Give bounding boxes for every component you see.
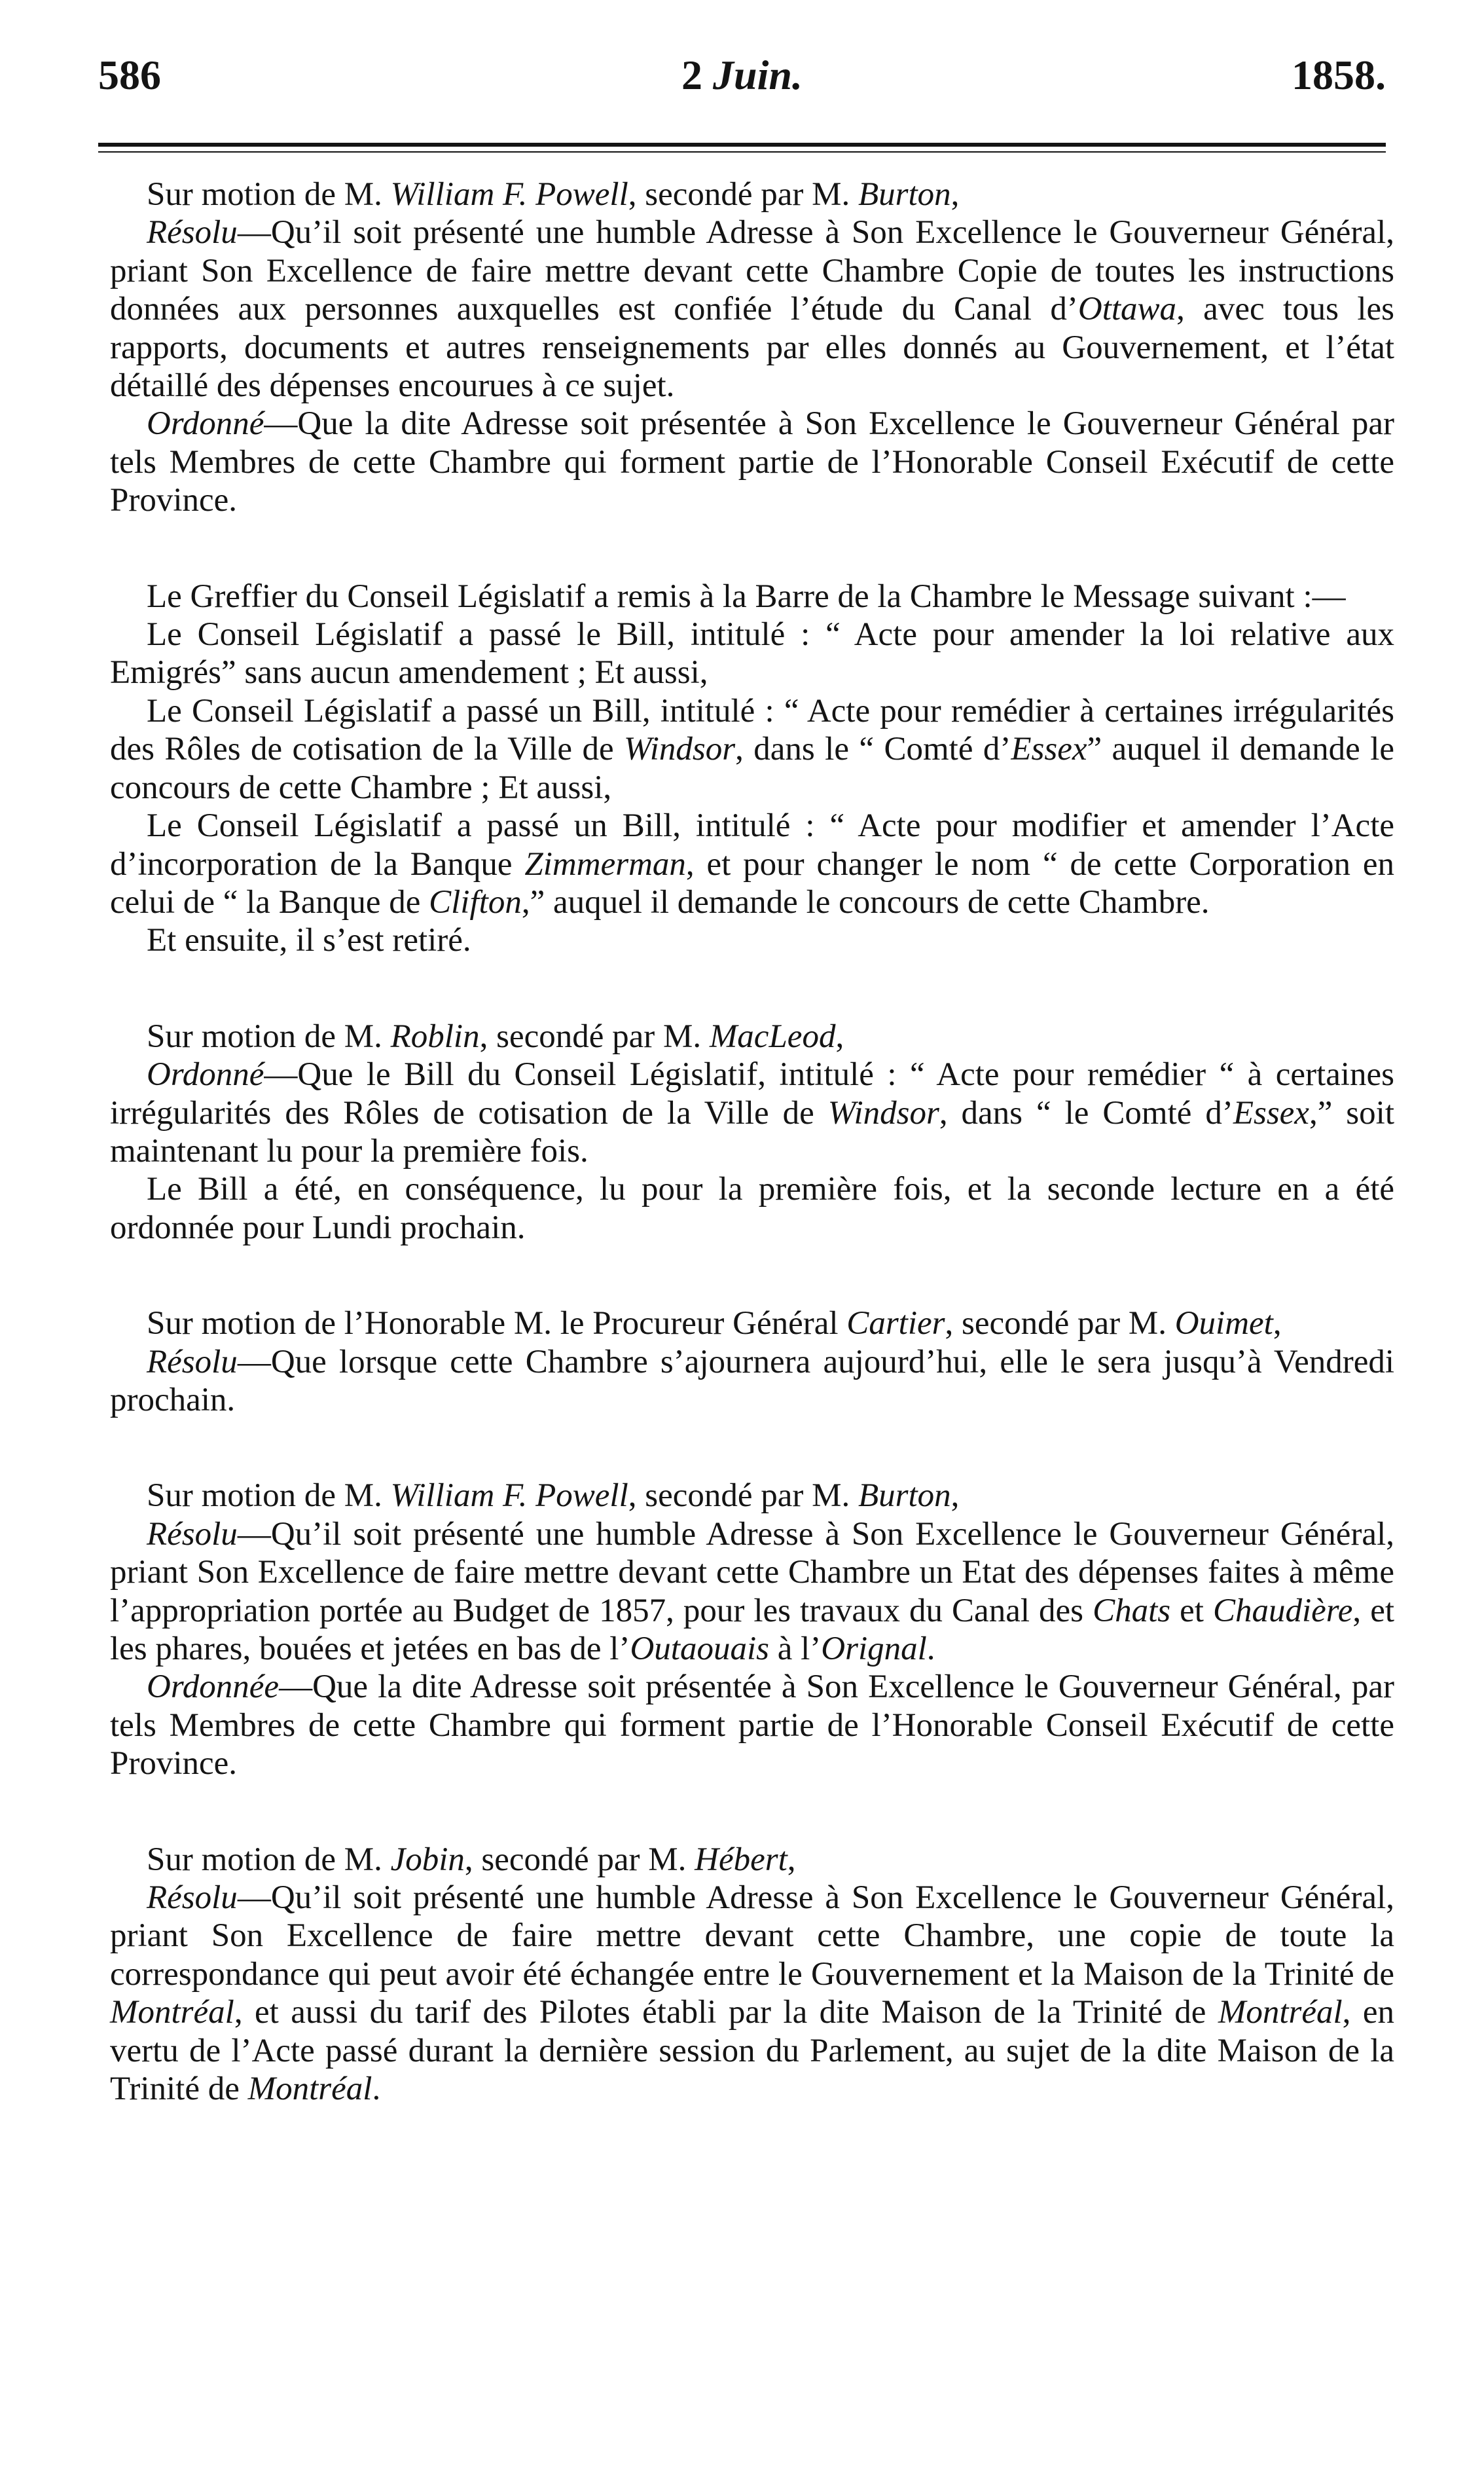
entry-jobin-trinity-house [110,1841,1394,2109]
message-intro: Le Greffier du Conseil Législatif a remis à la Barre de la Chambre le Message suivant :— [147,578,1346,615]
text-segment: —Que la dite Adresse soit présentée à Son Excellence le Gouverneur Général, par tels Membres de cette Chambre qui forment partie de l’Honorable Conseil Exécutif de cette Province. [110,1668,1394,1782]
order-paragraph [110,405,1394,519]
resolution-paragraph [110,1343,1394,1420]
text-segment: , [1273,1305,1282,1342]
place-name: Essex [1233,1094,1309,1132]
text-segment: , dans “ le Comté d’ [939,1094,1233,1132]
date-day: 2 [681,52,703,98]
mover-name: William F. Powell [390,1477,628,1515]
order-label: Ordonnée [147,1668,280,1706]
text-segment: à l’ [769,1631,822,1667]
place-name: Outaouais [630,1631,769,1667]
text-segment: , [950,176,960,213]
entry-powell-budget-1857 [110,1477,1394,1782]
seconder-name: Burton [858,1477,951,1515]
text-segment: ” auquel il demande le concours de cette Chambre ; Et aussi, [110,731,1394,806]
reading-paragraph: Le Bill a été, en conséquence, lu pour la première fois, et la seconde lecture en a été ordonnée pour Lundi prochain. [110,1171,1394,1246]
order-label: Ordonné [147,405,264,443]
mover-name: Roblin [390,1018,480,1055]
motion-line [147,1841,1394,1879]
entry-legislative-council-message [110,578,1394,960]
place-name: Chats [1093,1592,1171,1629]
resolution-paragraph [110,1879,1394,2108]
mover-name: William F. Powell [390,176,628,213]
resolution-paragraph [110,1515,1394,1668]
text-segment: , secondé par M. [945,1305,1175,1342]
resolution-paragraph [110,213,1394,405]
page-header [98,51,1386,117]
text-segment: Le Conseil Législatif a passé un Bill, intitulé : “ Acte pour modifier et amender l’Acte d’incorporation de la Banque [110,807,1394,883]
text-segment: —Qu’il soit présenté une humble Adresse à Son Excellence le Gouverneur Général, priant Son Excellence de faire mettre devant cette Chambre un Etat des dépenses faites à même l’appropriation portée au Budget de 1857, pour les travaux du Canal des [110,1515,1394,1629]
text-segment: , en vertu de l’Acte passé durant la dernière session du Parlement, au sujet de la dite Maison de la Trinité de [110,1994,1394,2108]
page-number: 586 [98,52,161,98]
place-name: Montréal [1218,1994,1343,2031]
motion-line [147,1477,1394,1515]
text-segment: Sur motion de M. [147,1018,391,1055]
text-segment: Sur motion de l’Honorable M. le Procureur Général [147,1305,847,1342]
motion-line [147,1304,1394,1342]
text-segment: Sur motion de M. [147,176,391,213]
header-rule-thick [98,143,1386,147]
place-name: Orignal [821,1631,927,1667]
text-segment: , dans le “ Comté d’ [735,731,1011,768]
place-name: Windsor [624,731,736,768]
journal-body [110,175,1394,2166]
place-name: Montréal [110,1994,234,2031]
header-rule-thin [98,151,1386,153]
place-name: Chaudière [1212,1592,1353,1629]
text-segment: , et les phares, bouées et jetées en bas de l’ [110,1592,1394,1667]
seconder-name: Ouimet [1174,1305,1273,1342]
text-segment: . [372,2071,381,2108]
mover-name: Cartier [846,1305,945,1342]
entry-roblin-windsor-bill [110,1018,1394,1247]
text-segment: —Que lorsque cette Chambre s’ajournera aujourd’hui, elle le sera jusqu’à Vendredi prochain. [110,1343,1394,1418]
resolution-label: Résolu [147,214,238,251]
place-name: Windsor [827,1094,939,1132]
place-name: Ottawa [1077,291,1177,328]
text-segment: , [787,1841,796,1878]
text-segment: . [926,1631,935,1667]
page-year: 1858. [1292,52,1386,98]
entry-cartier-adjournment [110,1304,1394,1419]
text-segment: , secondé par M. [464,1841,695,1878]
seconder-name: MacLeod [709,1018,836,1055]
text-segment: —Que le Bill du Conseil Législatif, intitulé : “ Acte pour remédier “ à certaines irrégularités des Rôles de cotisation de la Ville de [110,1056,1394,1132]
text-segment: , et pour changer le nom “ de cette Corporation en celui de “ la Banque de [110,845,1394,921]
order-paragraph [110,1056,1394,1170]
motion-line [147,1018,1394,1056]
text-segment: Sur motion de M. [147,1841,391,1878]
text-segment: Le Conseil Législatif a passé un Bill, intitulé : “ Acte pour remédier à certaines irrégularités des Rôles de cotisation de la Ville de [110,692,1394,768]
text-segment: et [1170,1592,1213,1629]
text-segment: ,” soit maintenant lu pour la première fois. [110,1094,1394,1170]
bill-paragraph [110,692,1394,807]
text-segment: Sur motion de M. [147,1477,391,1515]
text-segment: —Qu’il soit présenté une humble Adresse à Son Excellence le Gouverneur Général, priant Son Excellence de faire mettre devant cette Chambre, une copie de toute la correspondance qui peut avoir été échangée entre le Gouvernement et la Maison de la Trinité de [110,1879,1394,1993]
page-date [98,51,1386,100]
text-segment: , et aussi du tarif des Pilotes établi par la dite Maison de la Trinité de [234,1994,1218,2031]
text-segment: , [835,1018,844,1055]
closing-line: Et ensuite, il s’est retiré. [147,922,471,959]
place-name: Clifton [429,883,522,921]
text-segment: , secondé par M. [628,1477,858,1515]
bill-paragraph: Le Conseil Législatif a passé le Bill, intitulé : “ Acte pour amender la loi relative aux Emigrés” sans aucun amendement ; Et aussi, [110,616,1394,691]
resolution-label: Résolu [147,1879,238,1917]
text-segment: ,” auquel il demande le concours de cette Chambre. [521,883,1210,921]
order-paragraph [110,1668,1394,1782]
order-label: Ordonné [147,1056,264,1094]
text-segment: —Que la dite Adresse soit présentée à Son Excellence le Gouverneur Général par tels Membres de cette Chambre qui forment partie de l’Honorable Conseil Exécutif de cette Province. [110,405,1394,519]
text-segment: —Qu’il soit présenté une humble Adresse à Son Excellence le Gouverneur Général, priant Son Excellence de faire mettre devant cette Chambre Copie de toutes les instructions données aux personnes auxquelles est confiée l’étude du Canal d’ [110,214,1394,328]
resolution-label: Résolu [147,1515,238,1553]
text-segment: , secondé par M. [479,1018,710,1055]
seconder-name: Hébert [695,1841,787,1878]
mover-name: Jobin [390,1841,465,1878]
text-segment: , secondé par M. [628,176,858,213]
text-segment: , [950,1477,960,1515]
motion-line [147,175,1394,213]
place-name: Essex [1011,731,1087,768]
bank-name: Zimmerman [524,845,686,883]
seconder-name: Burton [858,176,951,213]
entry-powell-ottawa-canal [110,175,1394,520]
text-segment: , avec tous les rapports, documents et autres renseignements par elles donnés au Gouvernement, et l’état détaillé des dépenses encourues à ce sujet. [110,291,1394,405]
place-name: Montréal [247,2071,372,2108]
bill-paragraph [110,807,1394,921]
resolution-label: Résolu [147,1343,238,1380]
date-month: Juin. [713,52,803,98]
